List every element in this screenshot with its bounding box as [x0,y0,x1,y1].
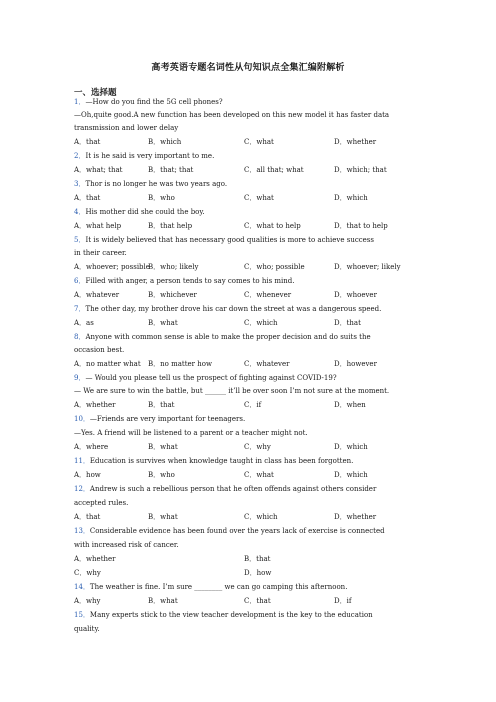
question-3: 3．Thor is no longer he was two years ago. [74,180,228,188]
option-b: B．no matter how [148,360,212,368]
question-8: 8．Anyone with common sense is able to make the proper decision and do suits the [74,333,371,341]
question-2: 2．It is he said is very important to me. [74,152,215,160]
option-b: B．what [148,597,178,605]
option-d: D．if [334,597,352,605]
option-b: B．which [148,138,182,146]
option-c: C．what [244,194,274,202]
option-c: C．all that; what [244,166,304,174]
option-d: D．whoever [334,291,377,299]
option-c: C．that [244,597,271,605]
option-c: C．what to help [244,222,301,230]
option-c: C．which [244,319,278,327]
option-c: C．what [244,138,274,146]
option-a: A．whoever; possible [74,263,150,271]
option-d: D．whether [334,513,377,521]
option-a: A．no matter what [74,360,141,368]
option-a: A．that [74,194,101,202]
question-4: 4．His mother did she could the boy. [74,208,205,216]
option-a: A．whatever [74,291,120,299]
question-10: 10．—Friends are very important for teenagers. [74,415,246,423]
option-d: D．when [334,401,366,409]
option-d: D．which; that [334,166,387,174]
section-heading: 一、选择题 [74,88,117,98]
option-b: B．that help [148,222,193,230]
option-c: C．whenever [244,291,292,299]
option-b: B．what [148,513,178,521]
question-15-line2: quality. [74,625,100,633]
option-b: B．whichever [148,291,197,299]
option-d: D．how [244,569,272,577]
option-d: D．however [334,360,377,368]
option-c: C．why [74,569,101,577]
option-a: A．how [74,471,101,479]
option-d: D．whether [334,138,377,146]
option-a: A．what help [74,222,122,230]
question-8-line2: occasion best. [74,346,125,354]
option-a: A．why [74,597,101,605]
option-a: A．whether [74,401,116,409]
option-a: A．whether [74,555,116,563]
option-b: B．who [148,471,175,479]
option-d: D．that to help [334,222,388,230]
option-b: B．what [148,319,178,327]
option-d: D．that [334,319,361,327]
option-c: C．what [244,471,274,479]
question-14: 14．The weather is fine. I’m sure ________ we can go camping this afternoon. [74,583,348,591]
option-b: B．that [148,401,175,409]
question-10-line2: —Yes. A friend will be listened to a parent or a teacher might not. [74,429,308,437]
option-a: A．what; that [74,166,123,174]
question-12: 12．Andrew is such a rebellious person that he often offends against others consider [74,485,377,493]
option-a: A．where [74,443,109,451]
question-12-line2: accepted rules. [74,499,129,507]
option-d: D．whoever; likely [334,263,401,271]
option-a: A．that [74,513,101,521]
question-6: 6．Filled with anger, a person tends to say comes to his mind. [74,277,295,285]
question-1: 1．—How do you find the 5G cell phones? [74,98,223,106]
option-d: D．which [334,471,368,479]
question-9: 9．— Would you please tell us the prospect of fighting against COVID-19? [74,374,337,382]
option-c: C．why [244,443,271,451]
option-a: A．as [74,319,94,327]
option-c: C．whatever [244,360,290,368]
question-15: 15．Many experts stick to the view teacher development is the key to the education [74,611,373,619]
question-7: 7．The other day, my brother drove his car down the street at was a dangerous speed. [74,305,382,313]
question-5: 5．It is widely believed that has necessary good qualities is more to achieve success [74,236,374,244]
page-title: 高考英语专题名词性从句知识点全集汇编附解析 [151,63,345,73]
option-c: C．which [244,513,278,521]
question-1-line2: —Oh,quite good.A new function has been developed on this new model it has faster data [74,111,390,119]
option-c: C．who; possible [244,263,305,271]
question-9-line2: — We are sure to win the battle, but ______ it’ll be over soon I’m not sure at the moment. [74,387,390,395]
option-c: C．if [244,401,262,409]
option-d: D．which [334,194,368,202]
question-13: 13．Considerable evidence has been found over the years lack of exercise is connected [74,527,385,535]
question-5-line2: in their career. [74,249,127,257]
option-a: A．that [74,138,101,146]
option-b: B．who [148,194,175,202]
option-b: B．what [148,443,178,451]
option-b: B．that [244,555,271,563]
question-13-line2: with increased risk of cancer. [74,541,179,549]
option-b: B．that; that [148,166,194,174]
question-11: 11．Education is survives when knowledge taught in class has been forgotten. [74,457,354,465]
option-d: D．which [334,443,368,451]
question-1-line3: transmission and lower delay [74,124,179,132]
option-b: B．who; likely [148,263,199,271]
